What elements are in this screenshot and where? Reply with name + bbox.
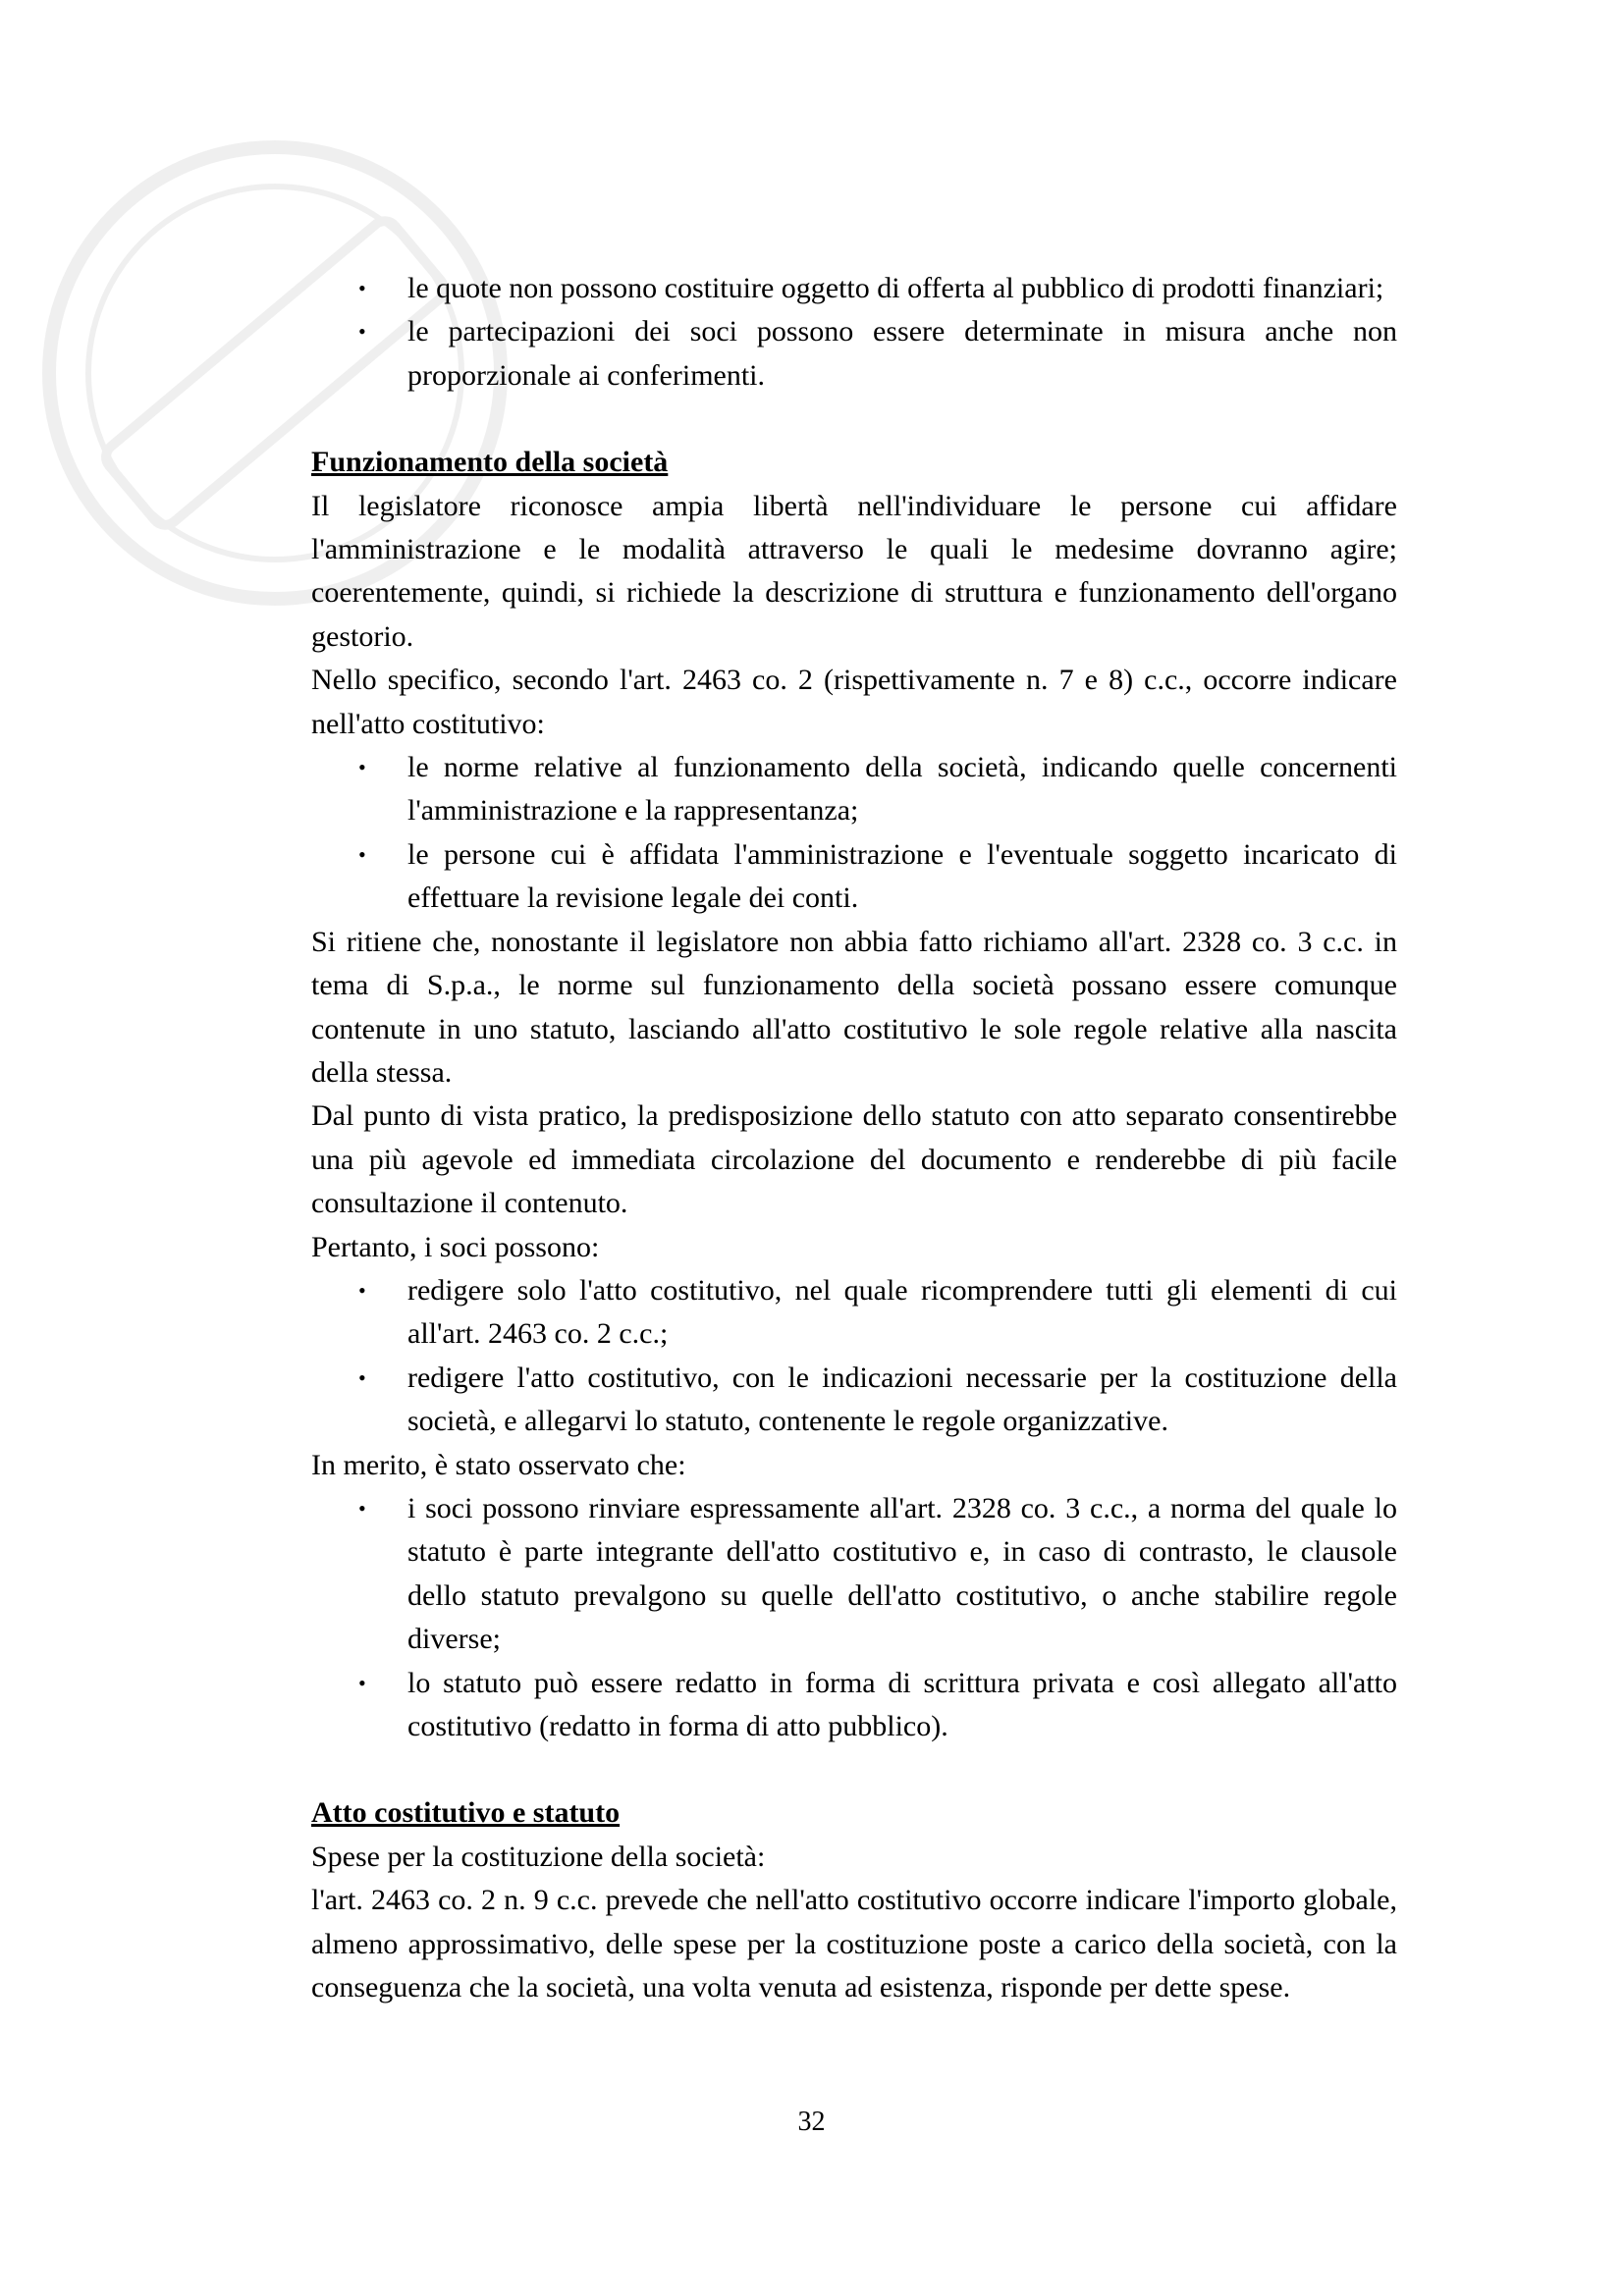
page-number: 32 — [797, 2107, 826, 2137]
list-item — [311, 746, 1397, 833]
paragraph: Nello specifico, secondo l'art. 2463 co. 2 (rispettivamente n. 7 e 8) c.c., occorre indicare nell'atto costitutivo: — [311, 664, 1397, 740]
section-heading-funzionamento: Funzionamento della società — [311, 446, 669, 479]
list-item-text: redigere solo l'atto costitutivo, nel quale ricomprendere tutti gli elementi di cui all'art. 2463 co. 2 c.c.; — [407, 1273, 1397, 1351]
bullet-icon: • — [358, 1277, 366, 1303]
bullet-list-1 — [311, 746, 1397, 921]
list-item — [311, 1357, 1397, 1444]
bullet-list-2 — [311, 1269, 1397, 1444]
document-page — [311, 267, 1397, 2009]
paragraph: Si ritiene che, nonostante il legislatore non abbia fatto richiamo all'art. 2328 co. 3 c.c. in tema di S.p.a., le norme sul funzionamento della società possano essere comunque contenute in uno statuto, lasciando all'atto costitutivo le sole regole relative alla nascita della stessa. — [311, 925, 1397, 1089]
list-item-text: redigere l'atto costitutivo, con le indicazioni necessarie per la costituzione della società, e allegarvi lo statuto, contenente le regole organizzative. — [407, 1361, 1397, 1438]
list-item — [311, 833, 1397, 921]
list-item-text: le norme relative al funzionamento della società, indicando quelle concernenti l'amministrazione e la rappresentanza; — [407, 751, 1397, 828]
paragraph: Il legislatore riconosce ampia libertà nell'individuare le persone cui affidare l'amministrazione e le modalità attraverso le quali le medesime dovranno agire; coerentemente, quindi, si richiede la descrizione di struttura e funzionamento dell'organo gestorio. — [311, 489, 1397, 653]
list-item — [311, 1487, 1397, 1662]
paragraph: In merito, è stato osservato che: — [311, 1448, 686, 1481]
bullet-icon: • — [358, 319, 366, 345]
paragraph: Dal punto di vista pratico, la predisposizione dello statuto con atto separato consentirebbe una più agevole ed immediata circolazione del documento e renderebbe di più facile consultazione il contenuto. — [311, 1099, 1397, 1220]
bullet-icon: • — [358, 276, 366, 300]
paragraph: Pertanto, i soci possono: — [311, 1230, 600, 1263]
bullet-icon: • — [358, 755, 366, 780]
section-heading-atto-costitutivo: Atto costitutivo e statuto — [311, 1796, 621, 1830]
list-item — [311, 310, 1397, 398]
list-item — [311, 1662, 1397, 1749]
list-item — [311, 267, 1397, 310]
list-item-text: le partecipazioni dei soci possono essere determinate in misura anche non proporzionale ai conferimenti. — [407, 315, 1397, 392]
paragraph: Spese per la costituzione della società: — [311, 1840, 766, 1873]
bullet-list-top — [311, 267, 1397, 398]
bullet-icon: • — [358, 1364, 366, 1390]
list-item-text: le persone cui è affidata l'amministrazione e l'eventuale soggetto incaricato di effettuare la revisione legale dei conti. — [407, 837, 1397, 915]
bullet-icon: • — [358, 1495, 366, 1521]
list-item-text: i soci possono rinviare espressamente all'art. 2328 co. 3 c.c., a norma del quale lo statuto è parte integrante dell'atto costitutivo e, in caso di contrasto, le clausole dello statuto prevalgono su quelle dell'atto costitutivo, o anche stabilire regole diverse; — [407, 1491, 1397, 1656]
list-item-text: le quote non possono costituire oggetto di offerta al pubblico di prodotti finanziari; — [407, 272, 1384, 304]
bullet-icon: • — [358, 1670, 366, 1695]
paragraph: l'art. 2463 co. 2 n. 9 c.c. prevede che nell'atto costitutivo occorre indicare l'importo globale, almeno approssimativo, delle spese per la costituzione poste a carico della società, con la conseguenza che la società, una volta venuta ad esistenza, risponde per dette spese. — [311, 1884, 1397, 2004]
bullet-list-3 — [311, 1487, 1397, 1748]
list-item-text: lo statuto può essere redatto in forma di scrittura privata e così allegato all'atto costitutivo (redatto in forma di atto pubblico). — [407, 1666, 1397, 1742]
bullet-icon: • — [358, 841, 366, 867]
list-item — [311, 1269, 1397, 1357]
